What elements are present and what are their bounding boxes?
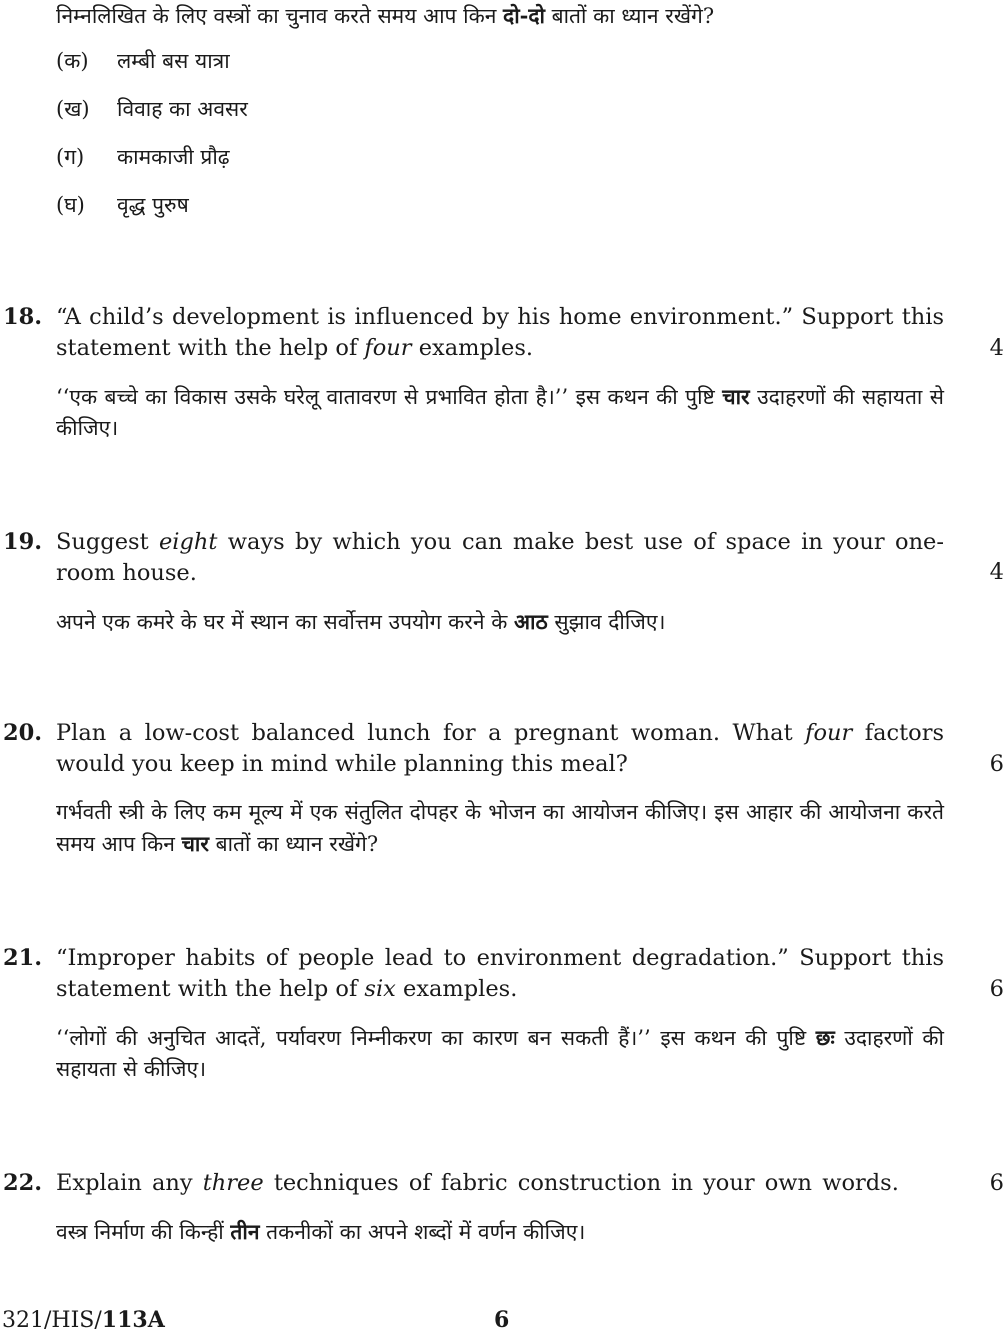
q22-english-text: Explain any three techniques of fabric construction in your own words. [56,1170,899,1196]
q20-hindi-text: गर्भवती स्त्री के लिए कम मूल्य में एक संतुलित दोपहर के भोजन का आयोजन कीजिए। इस आहार की आयोजना करते समय आप किन चार बातों का ध्यान रखेंगे? [56,800,944,856]
q17-option-label: (घ) [56,193,85,217]
q19-marks: 4 [989,559,1004,585]
q19-english-text: Suggest eight ways by which you can make best use of space in your one-room house. [56,529,944,586]
q19-hindi-text: अपने एक कमरे के घर में स्थान का सर्वोत्तम उपयोग करने के आठ सुझाव दीजिए। [56,609,666,634]
question-number: 19. [3,529,43,555]
q18-english-text: “A child’s development is influenced by his home environment.” Support this statement with the help of four examples. [56,304,944,361]
q22-marks: 6 [989,1170,1004,1196]
q22-hindi-text: वस्त्र निर्माण की किन्हीं तीन तकनीकों का अपने शब्दों में वर्णन कीजिए। [56,1219,586,1244]
q17-option-label: (ग) [56,145,85,169]
q17-option-label: (ख) [56,97,90,121]
question-number: 18. [3,304,43,330]
page-number: 6 [494,1307,510,1333]
paper-code: 321/HIS/113A [2,1307,165,1333]
q18-hindi-text: ‘‘एक बच्चे का विकास उसके घरेलू वातावरण से प्रभावित होता है।’’ इस कथन की पुष्टि चार उदाहरणों की सहायता से कीजिए। [56,384,944,440]
q21-english-text: “Improper habits of people lead to environment degradation.” Support this statement with the help of six examples. [56,945,944,1002]
q20-english-text: Plan a low-cost balanced lunch for a pregnant woman. What four factors would you keep in mind while planning this meal? [56,720,944,777]
q17-option-label: (क) [56,49,89,73]
q17-hindi-text: निम्नलिखित के लिए वस्त्रों का चुनाव करते समय आप किन दो-दो बातों का ध्यान रखेंगे? [56,3,715,28]
q21-marks: 6 [989,976,1004,1002]
question-number: 22. [3,1170,43,1196]
q17-option-text: कामकाजी प्रौढ़ [117,145,230,169]
q21-hindi-text: ‘‘लोगों की अनुचित आदतें, पर्यावरण निम्नीकरण का कारण बन सकती हैं।’’ इस कथन की पुष्टि छः उदाहरणों की सहायता से कीजिए। [56,1025,944,1081]
q18-marks: 4 [989,335,1004,361]
q17-option-text: विवाह का अवसर [117,97,248,121]
question-number: 21. [3,945,43,971]
q20-marks: 6 [989,751,1004,777]
question-number: 20. [3,720,43,746]
q17-option-text: वृद्ध पुरुष [117,193,189,217]
q17-option-text: लम्बी बस यात्रा [117,49,230,73]
